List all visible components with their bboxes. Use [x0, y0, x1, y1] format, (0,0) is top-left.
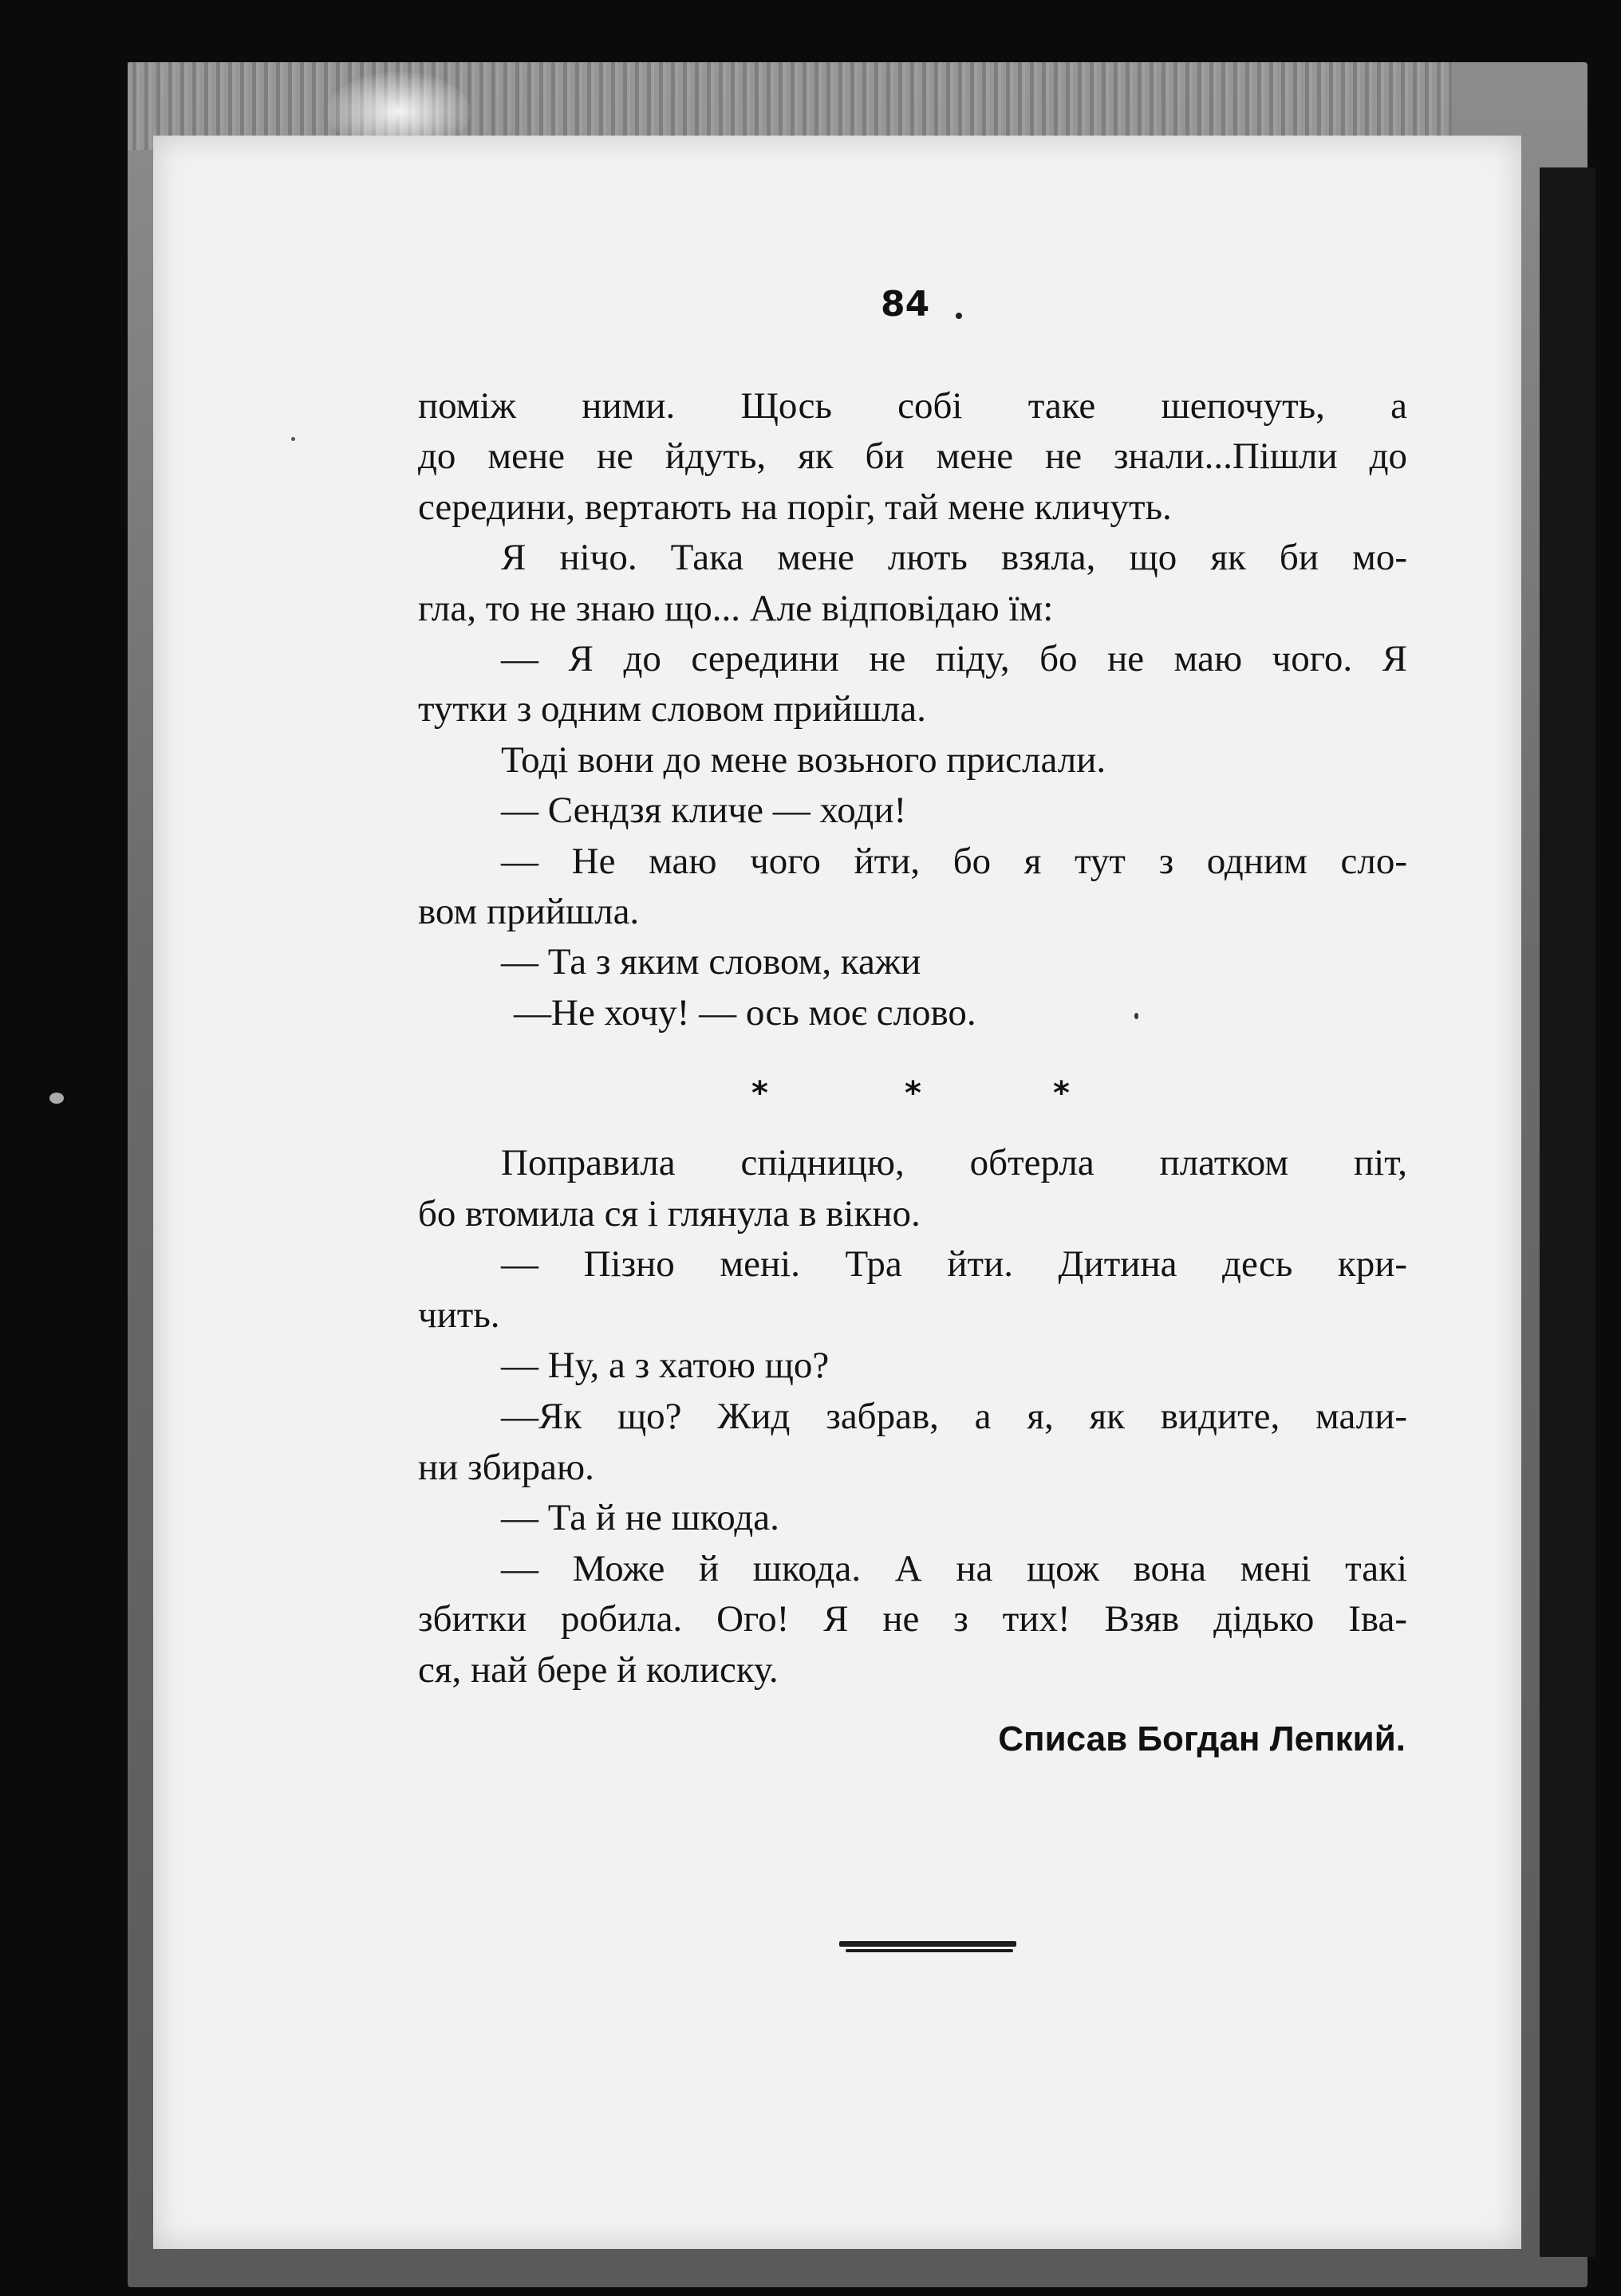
text-line: ни збираю.	[418, 1446, 594, 1488]
text-line: ся, най бере й колиску.	[418, 1648, 779, 1691]
separator-asterisk: *	[1053, 1075, 1070, 1112]
text-line: чить.	[418, 1294, 500, 1336]
text-line: Поправила спідницю, обтерла платком піт,	[501, 1142, 1407, 1183]
dust-speck	[49, 1093, 64, 1104]
author-signature: Списав Богдан Лепкий.	[998, 1719, 1406, 1758]
text-line: —Не хочу! — ось моє слово.	[514, 991, 976, 1034]
section-separator	[734, 1075, 1085, 1131]
text-line: — Пізно мені. Тра йти. Дитина десь кри-	[501, 1243, 1407, 1286]
text-line: Я нічо. Така мене лють взяла, що як би мо-	[501, 537, 1407, 579]
text-line: — Та з яким словом, кажи	[501, 941, 921, 983]
separator-asterisk: *	[905, 1075, 921, 1112]
separator-asterisk: *	[751, 1075, 768, 1112]
end-ornament-rule	[839, 1941, 1016, 1954]
dust-speck	[291, 437, 295, 441]
text-line: до мене не йдуть, як би мене не знали...Пішли до	[418, 435, 1407, 478]
page-number: 84	[881, 284, 930, 325]
text-line: — Сендзя кличе — ходи!	[501, 790, 907, 832]
end-rule-thin-line	[846, 1949, 1013, 1952]
text-line: —Як що? Жид забрав, а я, як видите, мали-	[501, 1395, 1407, 1437]
text-line: — Я до середини не піду, бо не маю чого. Я	[501, 637, 1407, 679]
text-section-1	[418, 381, 1407, 1038]
text-line: — Ну, а з хатою що?	[501, 1345, 830, 1387]
text-line: Тоді вони до мене возьного прислали.	[501, 738, 1106, 781]
text-line: тутки з одним словом прийшла.	[418, 688, 926, 731]
end-rule-thick-line	[839, 1941, 1016, 1947]
scan-border-right-shadow	[1540, 167, 1595, 2257]
page-number-dot	[956, 313, 962, 319]
text-line: середини, вертають на поріг, тай мене кличуть.	[418, 486, 1172, 528]
text-line: бо втомила ся і глянула в вікно.	[418, 1192, 921, 1235]
text-line: — Та й не шкода.	[501, 1497, 779, 1539]
text-line: вом прийшла.	[418, 890, 640, 932]
text-line: — Може й шкода. А на щож вона мені такі	[501, 1547, 1407, 1589]
text-line: поміж ними. Щось собі таке шепочуть, а	[418, 385, 1407, 427]
text-line: збитки робила. Ого! Я не з тих! Взяв дідько Іва-	[418, 1598, 1407, 1640]
text-line: — Не маю чого йти, бо я тут з одним сло-	[501, 840, 1407, 882]
text-section-2	[418, 1138, 1407, 1696]
dust-speck	[1134, 1013, 1138, 1019]
text-line: гла, то не знаю що... Але відповідаю їм:	[418, 587, 1054, 629]
